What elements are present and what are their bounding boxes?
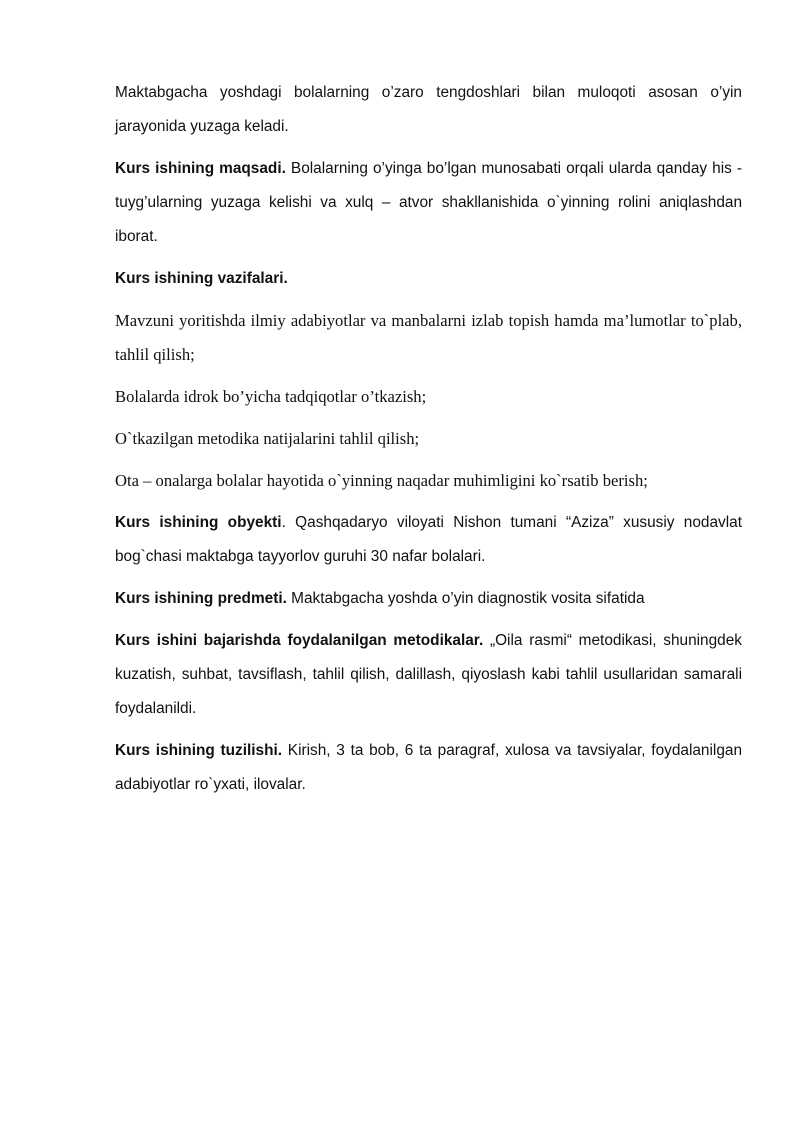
task-item-1: Mavzuni yoritishda ilmiy adabiyotlar va manbalarni izlab topish hamda ma’lumotlar to`plab, tahlil qilish; bbox=[115, 311, 742, 364]
goal-paragraph bbox=[115, 152, 742, 254]
methods-heading: Kurs ishini bajarishda foydalanilgan metodikalar. bbox=[115, 632, 484, 649]
methods-paragraph bbox=[115, 624, 742, 726]
task-item-2: Bolalarda idrok bo’yicha tadqiqotlar o’tkazish; bbox=[115, 387, 427, 406]
structure-heading: Kurs ishining tuzilishi. bbox=[115, 742, 283, 759]
task-item-4: Ota – onalarga bolalar hayotida o`yinning naqadar muhimligini ko`rsatib berish; bbox=[115, 471, 648, 490]
methods-text: „Oila rasmi“ metodikasi, shuningdek kuzatish, suhbat, tavsiflash, tahlil qilish, dalillash, qiyoslash kabi tahlil usullaridan samarali foydalanildi. bbox=[115, 632, 742, 717]
tasks-heading bbox=[115, 262, 742, 296]
object-heading: Kurs ishining obyekti bbox=[115, 514, 282, 531]
object-text: . Qashqadaryo viloyati Nishon tumani “Aziza” xususiy nodavlat bog`chasi maktabga tayyorlov guruhi 30 nafar bolalari. bbox=[115, 514, 742, 565]
tasks-heading-text: Kurs ishining vazifalari. bbox=[115, 270, 288, 287]
structure-paragraph bbox=[115, 734, 742, 802]
intro-paragraph: Maktabgacha yoshdagi bolalarning o’zaro tengdoshlari bilan muloqoti asosan o’yin jarayonida yuzaga keladi. bbox=[115, 84, 742, 135]
subject-heading: Kurs ishining predmeti. bbox=[115, 590, 287, 607]
subject-paragraph bbox=[115, 582, 742, 616]
goal-heading: Kurs ishining maqsadi. bbox=[115, 160, 286, 177]
structure-text: Kirish, 3 ta bob, 6 ta paragraf, xulosa va tavsiyalar, foydalanilgan adabiyotlar ro`yxati, ilovalar. bbox=[115, 742, 743, 793]
goal-text: Bolalarning o’yinga bo’lgan munosabati orqali ularda qanday his - tuyg’ularning yuzaga kelishi va xulq – atvor shakllanishida o`yinning rolini aniqlashdan iborat. bbox=[115, 160, 743, 245]
document-page bbox=[115, 76, 742, 810]
object-paragraph bbox=[115, 506, 742, 574]
subject-text: Maktabgacha yoshda o’yin diagnostik vosita sifatida bbox=[286, 590, 645, 607]
task-item-3: O`tkazilgan metodika natijalarini tahlil qilish; bbox=[115, 429, 420, 448]
